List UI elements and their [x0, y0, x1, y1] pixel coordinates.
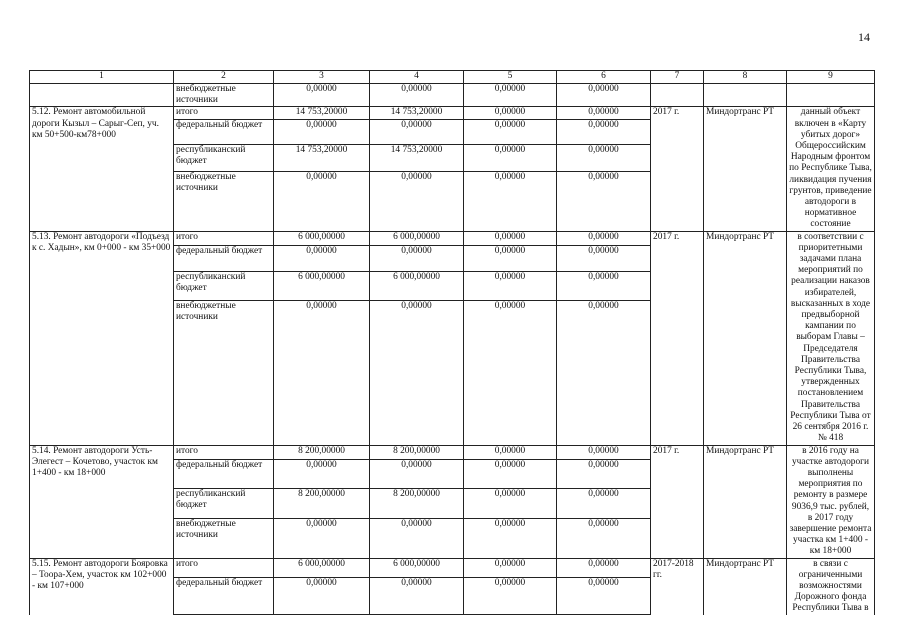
value-cell: 14 753,20000 — [274, 107, 370, 120]
header-cell-9: 9 — [787, 71, 875, 84]
value-cell: 6 000,00000 — [274, 231, 370, 245]
note-cell: в связи с ограниченными возможностями Дорожного фонда Республики Тыва в — [787, 558, 875, 615]
value-cell: 0,00000 — [464, 301, 557, 445]
value-cell: 0,00000 — [557, 272, 651, 301]
value-cell: 0,00000 — [274, 120, 370, 145]
value-cell: 0,00000 — [370, 245, 464, 272]
value-cell: 0,00000 — [370, 519, 464, 558]
header-cell-5: 5 — [464, 71, 557, 84]
value-cell: 0,00000 — [370, 460, 464, 488]
header-row — [30, 71, 875, 84]
carry-empty-cell — [651, 84, 704, 107]
table-row — [30, 107, 875, 120]
source-cell: внебюджетные источники — [174, 84, 274, 107]
value-cell: 6 000,00000 — [274, 558, 370, 578]
value-cell: 0,00000 — [557, 245, 651, 272]
source-cell: внебюджетные источники — [174, 301, 274, 445]
budget-table — [29, 70, 875, 615]
value-cell: 0,00000 — [464, 558, 557, 578]
value-cell: 14 753,20000 — [370, 107, 464, 120]
source-cell: федеральный бюджет — [174, 120, 274, 145]
executor-cell: Миндортранс РТ — [704, 107, 787, 231]
header-cell-4: 4 — [370, 71, 464, 84]
value-cell: 14 753,20000 — [274, 145, 370, 172]
value-cell: 0,00000 — [464, 445, 557, 460]
value-cell: 0,00000 — [557, 445, 651, 460]
item-name-cell: 5.15. Ремонт автодороги Бояровка – Тоора-Хем, участок км 102+000 - км 107+000 — [30, 558, 174, 615]
header-cell-3: 3 — [274, 71, 370, 84]
year-cell: 2017-2018 гг. — [651, 558, 704, 615]
value-cell: 0,00000 — [557, 301, 651, 445]
header-cell-1: 1 — [30, 71, 174, 84]
executor-cell: Миндортранс РТ — [704, 445, 787, 558]
value-cell: 6 000,00000 — [370, 558, 464, 578]
value-cell: 0,00000 — [557, 460, 651, 488]
value-cell: 0,00000 — [557, 231, 651, 245]
note-cell: данный объект включен в «Карту убитых дорог» Общероссийским Народным фронтом по Республике Тыва, ликвидация пучения грунтов, приведение автодороги в нормативное состояние — [787, 107, 875, 231]
item-name-cell: 5.12. Ремонт автомобильной дороги Кызыл – Сарыг-Сеп, уч. км 50+500-км78+000 — [30, 107, 174, 231]
source-cell: итого — [174, 231, 274, 245]
value-cell: 6 000,00000 — [274, 272, 370, 301]
source-cell: итого — [174, 445, 274, 460]
value-cell: 8 200,00000 — [274, 445, 370, 460]
source-cell: федеральный бюджет — [174, 460, 274, 488]
source-cell: республиканский бюджет — [174, 145, 274, 172]
note-cell: в 2016 году на участке автодороги выполнены мероприятия по ремонту в размере 9036,9 тыс. рублей, в 2017 году завершение ремонта участка км 1+400 - км 18+000 — [787, 445, 875, 558]
value-cell: 0,00000 — [464, 145, 557, 172]
item-name-cell: 5.14. Ремонт автодороги Усть-Элегест – Кочетово, участок км 1+400 - км 18+000 — [30, 445, 174, 558]
value-cell: 0,00000 — [557, 107, 651, 120]
value-cell: 0,00000 — [557, 578, 651, 615]
value-cell: 0,00000 — [464, 460, 557, 488]
source-cell: федеральный бюджет — [174, 578, 274, 615]
carry-over-row — [30, 84, 875, 107]
table-row — [30, 445, 875, 460]
page-number: 14 — [858, 30, 870, 44]
value-cell: 0,00000 — [274, 301, 370, 445]
value-cell: 0,00000 — [370, 171, 464, 231]
table-row — [30, 231, 875, 245]
value-cell: 0,00000 — [464, 245, 557, 272]
value-cell: 0,00000 — [274, 460, 370, 488]
value-cell: 0,00000 — [557, 145, 651, 172]
source-cell: внебюджетные источники — [174, 171, 274, 231]
value-cell: 0,00000 — [464, 231, 557, 245]
value-cell: 0,00000 — [370, 84, 464, 107]
item-name-cell: 5.13. Ремонт автодороги «Подъезд к с. Хадын», км 0+000 - км 35+000 — [30, 231, 174, 445]
source-cell: республиканский бюджет — [174, 272, 274, 301]
year-cell: 2017 г. — [651, 231, 704, 445]
value-cell: 0,00000 — [557, 519, 651, 558]
header-cell-6: 6 — [557, 71, 651, 84]
value-cell: 0,00000 — [274, 171, 370, 231]
source-cell: республиканский бюджет — [174, 488, 274, 519]
value-cell: 6 000,00000 — [370, 272, 464, 301]
header-cell-2: 2 — [174, 71, 274, 84]
source-cell: федеральный бюджет — [174, 245, 274, 272]
value-cell: 14 753,20000 — [370, 145, 464, 172]
year-cell: 2017 г. — [651, 107, 704, 231]
table-row — [30, 558, 875, 578]
value-cell: 0,00000 — [464, 84, 557, 107]
value-cell: 0,00000 — [557, 84, 651, 107]
value-cell: 0,00000 — [370, 120, 464, 145]
value-cell: 0,00000 — [274, 245, 370, 272]
value-cell: 0,00000 — [274, 519, 370, 558]
carry-empty-cell — [704, 84, 787, 107]
value-cell: 0,00000 — [557, 558, 651, 578]
note-cell: в соответствии с приоритетными задачами плана мероприятий по реализации наказов избирателей, высказанных в ходе предвыборной кампании по выборам Главы – Председателя Правительства Республики Тыва, утвержденных постановлением Правительства Республики Тыва от 26 сентября 2016 г. № 418 — [787, 231, 875, 445]
value-cell: 0,00000 — [370, 301, 464, 445]
header-cell-8: 8 — [704, 71, 787, 84]
value-cell: 8 200,00000 — [370, 488, 464, 519]
carry-empty-cell — [787, 84, 875, 107]
value-cell: 6 000,00000 — [370, 231, 464, 245]
year-cell: 2017 г. — [651, 445, 704, 558]
value-cell: 0,00000 — [370, 578, 464, 615]
value-cell: 0,00000 — [464, 519, 557, 558]
carry-empty-cell — [30, 84, 174, 107]
value-cell: 0,00000 — [557, 120, 651, 145]
value-cell: 8 200,00000 — [274, 488, 370, 519]
value-cell: 0,00000 — [557, 171, 651, 231]
executor-cell: Миндортранс РТ — [704, 231, 787, 445]
value-cell: 0,00000 — [274, 84, 370, 107]
header-cell-7: 7 — [651, 71, 704, 84]
executor-cell: Миндортранс РТ — [704, 558, 787, 615]
value-cell: 0,00000 — [464, 107, 557, 120]
value-cell: 0,00000 — [464, 171, 557, 231]
value-cell: 0,00000 — [274, 578, 370, 615]
source-cell: итого — [174, 558, 274, 578]
value-cell: 0,00000 — [557, 488, 651, 519]
value-cell: 0,00000 — [464, 120, 557, 145]
table-body — [30, 71, 875, 615]
value-cell: 0,00000 — [464, 272, 557, 301]
source-cell: внебюджетные источники — [174, 519, 274, 558]
value-cell: 8 200,00000 — [370, 445, 464, 460]
source-cell: итого — [174, 107, 274, 120]
value-cell: 0,00000 — [464, 488, 557, 519]
value-cell: 0,00000 — [464, 578, 557, 615]
